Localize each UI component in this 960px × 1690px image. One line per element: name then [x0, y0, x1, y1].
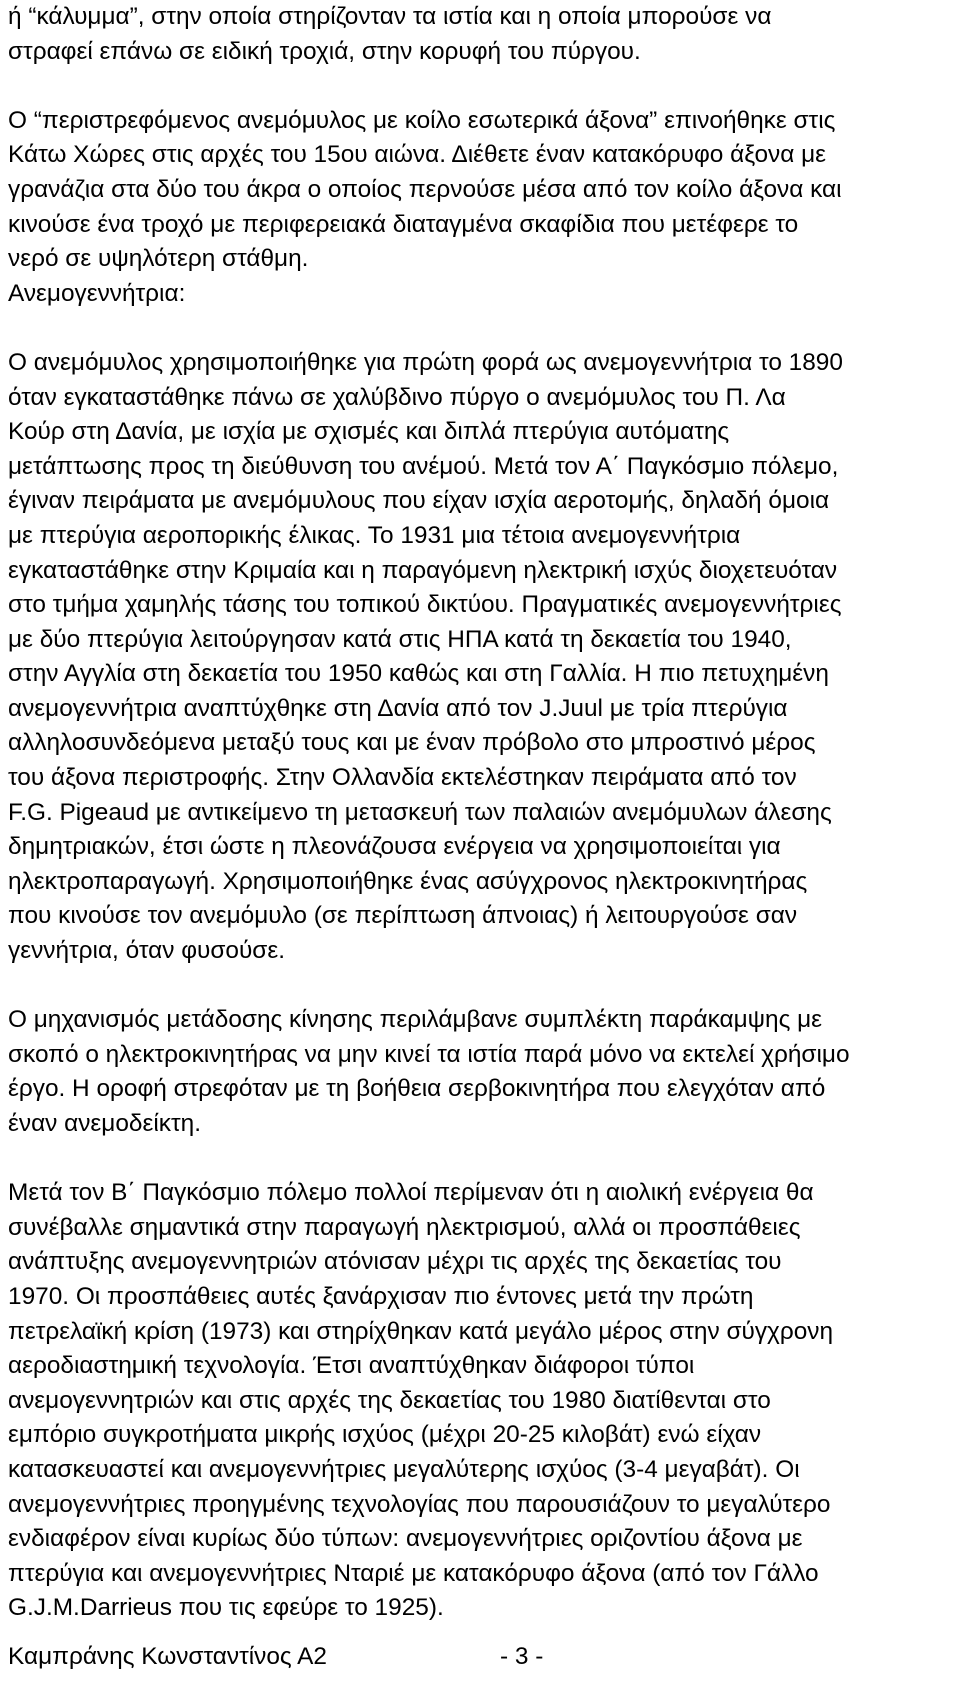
text-line: δημητριακών, έτσι ώστε η πλεονάζουσα ενέργεια να χρησιμοποιείται για [8, 833, 781, 861]
text-line: μετάπτωσης προς τη διεύθυνση του ανέμού. Μετά τον Α΄ Παγκόσμιο πόλεμο, [8, 452, 839, 480]
text-line: έργο. Η οροφή στρεφόταν με τη βοήθεια σερβοκινητήρα που ελεγχόταν από [8, 1075, 826, 1103]
page-number: - 3 - [500, 1643, 544, 1670]
text-line: αεροδιαστημική τεχνολογία. Έτσι αναπτύχθηκαν διάφοροι τύποι [8, 1352, 695, 1380]
text-line: με δύο πτερύγια λειτούργησαν κατά στις ΗΠΑ κατά τη δεκαετία του 1940, [8, 625, 792, 653]
text-line: ανεμογεννητριών και στις αρχές της δεκαετίας του 1980 διατίθενται στο [8, 1386, 771, 1414]
paragraph-gap [8, 1142, 946, 1177]
text-line: στο τμήμα χαμηλής τάσης του τοπικού δικτύου. Πραγματικές ανεμογεννήτριες [8, 591, 842, 619]
text-line: F.G. Pigeaud με αντικείμενο τη μετασκευή των παλαιών ανεμόμυλων άλεσης [8, 798, 832, 826]
text-line: πετρελαϊκή κρίση (1973) και στηρίχθηκαν κατά μεγάλο μέρος στην σύγχρονη [8, 1317, 834, 1345]
text-line: Ο ανεμόμυλος χρησιμοποιήθηκε για πρώτη φορά ως ανεμογεννήτρια το 1890 [8, 348, 843, 376]
text-line: κινούσε ένα τροχό με περιφερειακά διαταγμένα σκαφίδια που μετέφερε το [8, 210, 799, 238]
paragraph-wind-generator-history [8, 346, 946, 969]
text-line: Ο μηχανισμός μετάδοσης κίνησης περιλάμβανε συμπλέκτη παράκαμψης με [8, 1006, 823, 1034]
section-heading-wind-generator [8, 277, 946, 312]
text-line: Κούρ στη Δανία, με ισχία με σχισμές και διπλά πτερύγια αυτόματης [8, 418, 730, 446]
text-line: όταν εγκαταστάθηκε πάνω σε χαλύβδινο πύργο ο ανεμόμυλος του Π. Λα [8, 383, 786, 411]
text-line: πτερύγια και ανεμογεννήτριες Νταριέ με κατακόρυφο άξονα (από τον Γάλλο [8, 1559, 819, 1587]
paragraph-gap [8, 969, 946, 1004]
text-line: στραφεί επάνω σε ειδική τροχιά, στην κορυφή του πύργου. [8, 37, 641, 65]
text-line: γεννήτρια, όταν φυσούσε. [8, 937, 286, 965]
footer-author: Καμπράνης Κωνσταντίνος Α2 [8, 1643, 327, 1670]
text-line: του άξονα περιστροφής. Στην Ολλανδία εκτελέστηκαν πειράματα από τον [8, 764, 797, 792]
text-line: εμπόριο συγκροτήματα μικρής ισχύος (μέχρι 20-25 κιλοβάτ) ενώ είχαν [8, 1421, 762, 1449]
text-line: εγκαταστάθηκε στην Κριμαία και η παραγόμενη ηλεκτρική ισχύς διοχετευόταν [8, 556, 838, 584]
text-line: ανεμογεννήτρια αναπτύχθηκε στη Δανία από τον J.Juul με τρία πτερύγια [8, 694, 788, 722]
text-line: έγιναν πειράματα με ανεμόμυλους που είχαν ισχία αεροτομής, δηλαδή όμοια [8, 487, 830, 515]
paragraph-gap [8, 69, 946, 104]
text-line: Μετά τον Β΄ Παγκόσμιο πόλεμο πολλοί περίμεναν ότι η αιολική ενέργεια θα [8, 1179, 814, 1207]
text-line: συνέβαλλε σημαντικά στην παραγωγή ηλεκτρισμού, αλλά οι προσπάθειες [8, 1213, 801, 1241]
document-body [8, 0, 946, 1626]
text-line: κατασκευαστεί και ανεμογεννήτριες μεγαλύτερης ισχύος (3-4 μεγαβάτ). Οι [8, 1455, 800, 1483]
text-line: ηλεκτροπαραγωγή. Χρησιμοποιήθηκε ένας ασύγχρονος ηλεκτροκινητήρας [8, 867, 808, 895]
text-line: που κινούσε τον ανεμόμυλο (σε περίπτωση άπνοιας) ή λειτουργούσε σαν [8, 902, 798, 930]
paragraph-post-war-development [8, 1176, 946, 1626]
text-line: νερό σε υψηλότερη στάθμη. [8, 245, 309, 273]
paragraph-transmission-mechanism [8, 1003, 946, 1141]
section-heading: Ανεμογεννήτρια: [8, 279, 186, 307]
text-line: αλληλοσυνδεόμενα μεταξύ τους και με έναν πρόβολο στο μπροστινό μέρος [8, 729, 816, 757]
paragraph-gap [8, 311, 946, 346]
text-line: ανεμογεννήτριες προηγμένης τεχνολογίας που παρουσιάζουν το μεγαλύτερο [8, 1490, 831, 1518]
text-line: με πτερύγια αεροπορικής έλικας. Το 1931 μια τέτοια ανεμογεννήτρια [8, 521, 741, 549]
text-line: στην Αγγλία στη δεκαετία του 1950 καθώς και στη Γαλλία. Η πιο πετυχημένη [8, 660, 829, 688]
page-footer [8, 1640, 946, 1676]
paragraph-hollow-axis-mill [8, 104, 946, 277]
text-line: γρανάζια στα δύο του άκρα ο οποίος περνούσε μέσα από τον κοίλο άξονα και [8, 175, 842, 203]
text-line: ή “κάλυμμα”, στην οποία στηρίζονταν τα ιστία και η οποία μπορούσε να [8, 3, 772, 30]
paragraph-roof-cap [8, 0, 946, 69]
text-line: Ο “περιστρεφόμενος ανεμόμυλος με κοίλο εσωτερικά άξονα” επινοήθηκε στις [8, 106, 836, 134]
text-line: έναν ανεμοδείκτη. [8, 1110, 201, 1137]
text-line: σκοπό ο ηλεκτροκινητήρας να μην κινεί τα ιστία παρά μόνο να εκτελεί χρήσιμο [8, 1040, 850, 1068]
text-line: ανάπτυξης ανεμογεννητριών ατόνισαν μέχρι τις αρχές της δεκαετίας του [8, 1248, 782, 1276]
text-line: G.J.M.Darrieus που τις εφεύρε το 1925). [8, 1594, 444, 1622]
text-line: ενδιαφέρον είναι κυρίως δύο τύπων: ανεμογεννήτριες οριζοντίου άξονα με [8, 1525, 803, 1553]
text-line: 1970. Οι προσπάθειες αυτές ξανάρχισαν πιο έντονες μετά την πρώτη [8, 1282, 754, 1310]
text-line: Κάτω Χώρες στις αρχές του 15ου αιώνα. Διέθετε έναν κατακόρυφο άξονα με [8, 141, 827, 169]
